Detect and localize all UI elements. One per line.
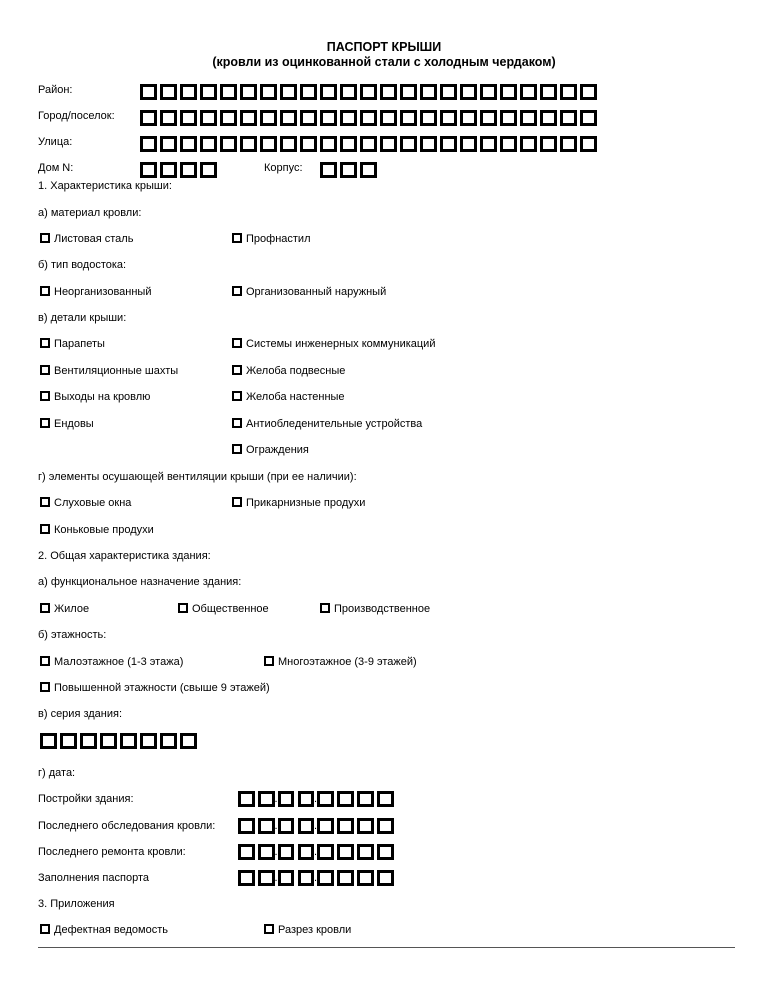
character-cell[interactable] bbox=[100, 733, 117, 749]
district-label: Район: bbox=[38, 84, 73, 96]
character-cell[interactable] bbox=[360, 162, 377, 178]
character-cell[interactable] bbox=[360, 84, 377, 100]
character-cell[interactable] bbox=[160, 84, 177, 100]
page-subtitle: (кровли из оцинкованной стали с холодным чердаком) bbox=[212, 55, 556, 69]
character-cell[interactable] bbox=[260, 84, 277, 100]
checkbox-public[interactable]: Общественное bbox=[178, 603, 269, 615]
house-boxes[interactable] bbox=[140, 162, 217, 178]
city-label: Город/поселок: bbox=[38, 110, 115, 122]
character-cell[interactable] bbox=[540, 84, 557, 100]
checkbox-defect-list[interactable]: Дефектная ведомость bbox=[40, 924, 168, 936]
digit-cell[interactable] bbox=[377, 791, 394, 807]
digit-cell[interactable] bbox=[357, 844, 374, 860]
date-separator: . bbox=[314, 846, 318, 858]
checkbox-unorganized[interactable]: Неорганизованный bbox=[40, 286, 151, 298]
date-built-label: Постройки здания: bbox=[38, 793, 134, 805]
character-cell[interactable] bbox=[180, 733, 197, 749]
day-cells[interactable] bbox=[238, 791, 275, 807]
checkbox-high-rise[interactable]: Повышенной этажности (свыше 9 этажей) bbox=[40, 682, 270, 694]
checkbox-icon bbox=[232, 444, 242, 454]
series-boxes[interactable] bbox=[40, 733, 197, 749]
date-repair-field[interactable] bbox=[238, 844, 394, 860]
digit-cell[interactable] bbox=[298, 870, 318, 886]
year-cells[interactable] bbox=[317, 844, 394, 860]
character-cell[interactable] bbox=[500, 110, 517, 126]
digit-cell[interactable] bbox=[278, 870, 295, 886]
street-boxes[interactable] bbox=[140, 136, 597, 152]
checkbox-residential[interactable]: Жилое bbox=[40, 603, 89, 615]
character-cell[interactable] bbox=[140, 162, 157, 178]
digit-cell[interactable] bbox=[258, 844, 275, 860]
day-cells[interactable] bbox=[238, 818, 275, 834]
city-boxes[interactable] bbox=[140, 110, 597, 126]
section-2-heading: 2. Общая характеристика здания: bbox=[38, 550, 211, 562]
digit-cell[interactable] bbox=[238, 844, 255, 860]
drain-type-label: б) тип водостока: bbox=[38, 259, 127, 271]
character-cell[interactable] bbox=[120, 733, 137, 749]
digit-cell[interactable] bbox=[337, 791, 354, 807]
checkbox-icon bbox=[40, 286, 50, 296]
character-cell[interactable] bbox=[160, 110, 177, 126]
character-cell[interactable] bbox=[160, 733, 177, 749]
character-cell[interactable] bbox=[440, 84, 457, 100]
district-boxes[interactable] bbox=[140, 84, 597, 100]
character-cell[interactable] bbox=[300, 136, 317, 152]
character-cell[interactable] bbox=[440, 110, 457, 126]
date-separator: . bbox=[274, 793, 278, 805]
roof-details-label: в) детали крыши: bbox=[38, 312, 127, 324]
checkbox-icon bbox=[232, 338, 242, 348]
date-inspection-label: Последнего обследования кровли: bbox=[38, 820, 216, 832]
character-cell[interactable] bbox=[180, 162, 197, 178]
checkbox-parapets[interactable]: Парапеты bbox=[40, 338, 105, 350]
checkbox-sheet-steel[interactable]: Листовая сталь bbox=[40, 233, 133, 245]
character-cell[interactable] bbox=[380, 110, 397, 126]
character-cell[interactable] bbox=[280, 110, 297, 126]
building-boxes[interactable] bbox=[320, 162, 377, 178]
checkbox-organized-external[interactable]: Организованный наружный bbox=[232, 286, 386, 298]
bottom-divider bbox=[38, 947, 735, 948]
character-cell[interactable] bbox=[320, 162, 337, 178]
date-label: г) дата: bbox=[38, 767, 76, 779]
checkbox-roof-exits[interactable]: Выходы на кровлю bbox=[40, 391, 150, 403]
character-cell[interactable] bbox=[200, 84, 217, 100]
character-cell[interactable] bbox=[340, 162, 357, 178]
character-cell[interactable] bbox=[560, 136, 577, 152]
character-cell[interactable] bbox=[400, 84, 417, 100]
date-filled-label: Заполнения паспорта bbox=[38, 872, 149, 884]
digit-cell[interactable] bbox=[317, 844, 334, 860]
character-cell[interactable] bbox=[320, 84, 337, 100]
character-cell[interactable] bbox=[400, 110, 417, 126]
character-cell[interactable] bbox=[220, 136, 237, 152]
character-cell[interactable] bbox=[580, 136, 597, 152]
character-cell[interactable] bbox=[200, 110, 217, 126]
checkbox-eave-vents[interactable]: Прикарнизные продухи bbox=[232, 497, 365, 509]
character-cell[interactable] bbox=[540, 136, 557, 152]
checkbox-roof-section[interactable]: Разрез кровли bbox=[264, 924, 351, 936]
character-cell[interactable] bbox=[560, 110, 577, 126]
digit-cell[interactable] bbox=[298, 791, 318, 807]
character-cell[interactable] bbox=[500, 84, 517, 100]
character-cell[interactable] bbox=[240, 84, 257, 100]
checkbox-icon bbox=[40, 924, 50, 934]
section-3-heading: 3. Приложения bbox=[38, 898, 115, 910]
character-cell[interactable] bbox=[580, 84, 597, 100]
digit-cell[interactable] bbox=[377, 844, 394, 860]
date-separator: . bbox=[274, 846, 278, 858]
digit-cell[interactable] bbox=[317, 818, 334, 834]
section-1-heading: 1. Характеристика крыши: bbox=[38, 180, 172, 192]
character-cell[interactable] bbox=[320, 110, 337, 126]
digit-cell[interactable] bbox=[298, 844, 318, 860]
digit-cell[interactable] bbox=[298, 818, 318, 834]
checkbox-industrial[interactable]: Производственное bbox=[320, 603, 430, 615]
character-cell[interactable] bbox=[140, 733, 157, 749]
month-cells[interactable] bbox=[278, 818, 318, 834]
date-separator: . bbox=[274, 872, 278, 884]
building-label: Корпус: bbox=[264, 162, 303, 174]
character-cell[interactable] bbox=[560, 84, 577, 100]
character-cell[interactable] bbox=[220, 110, 237, 126]
checkbox-icon bbox=[232, 233, 242, 243]
digit-cell[interactable] bbox=[238, 818, 255, 834]
character-cell[interactable] bbox=[460, 110, 477, 126]
character-cell[interactable] bbox=[300, 110, 317, 126]
character-cell[interactable] bbox=[520, 84, 537, 100]
checkbox-icon bbox=[232, 497, 242, 507]
date-separator: . bbox=[314, 820, 318, 832]
character-cell[interactable] bbox=[40, 733, 57, 749]
character-cell[interactable] bbox=[360, 136, 377, 152]
character-cell[interactable] bbox=[300, 84, 317, 100]
checkbox-dormer-windows[interactable]: Слуховые окна bbox=[40, 497, 131, 509]
checkbox-low-rise[interactable]: Малоэтажное (1-3 этажа) bbox=[40, 656, 183, 668]
checkbox-wall-gutters[interactable]: Желоба настенные bbox=[232, 391, 345, 403]
character-cell[interactable] bbox=[340, 136, 357, 152]
character-cell[interactable] bbox=[240, 136, 257, 152]
character-cell[interactable] bbox=[540, 110, 557, 126]
character-cell[interactable] bbox=[440, 136, 457, 152]
checkbox-icon bbox=[320, 603, 330, 613]
character-cell[interactable] bbox=[140, 136, 157, 152]
checkbox-anti-icing[interactable]: Антиобледенительные устройства bbox=[232, 418, 422, 430]
character-cell[interactable] bbox=[580, 110, 597, 126]
checkbox-hanging-gutters[interactable]: Желоба подвесные bbox=[232, 365, 345, 377]
day-cells[interactable] bbox=[238, 844, 275, 860]
month-cells[interactable] bbox=[278, 844, 318, 860]
day-cells[interactable] bbox=[238, 870, 275, 886]
character-cell[interactable] bbox=[520, 136, 537, 152]
character-cell[interactable] bbox=[60, 733, 77, 749]
character-cell[interactable] bbox=[420, 110, 437, 126]
digit-cell[interactable] bbox=[278, 818, 295, 834]
checkbox-engineering-systems[interactable]: Системы инженерных коммуникаций bbox=[232, 338, 435, 350]
checkbox-icon bbox=[40, 682, 50, 692]
checkbox-icon bbox=[232, 286, 242, 296]
year-cells[interactable] bbox=[317, 791, 394, 807]
checkbox-icon bbox=[264, 656, 274, 666]
character-cell[interactable] bbox=[380, 136, 397, 152]
digit-cell[interactable] bbox=[377, 870, 394, 886]
digit-cell[interactable] bbox=[337, 844, 354, 860]
digit-cell[interactable] bbox=[357, 818, 374, 834]
date-repair-label: Последнего ремонта кровли: bbox=[38, 846, 186, 858]
checkbox-icon bbox=[40, 656, 50, 666]
checkbox-profnastil[interactable]: Профнастил bbox=[232, 233, 311, 245]
character-cell[interactable] bbox=[80, 733, 97, 749]
character-cell[interactable] bbox=[140, 110, 157, 126]
character-cell[interactable] bbox=[240, 110, 257, 126]
checkbox-icon bbox=[40, 365, 50, 375]
character-cell[interactable] bbox=[180, 110, 197, 126]
series-label: в) серия здания: bbox=[38, 708, 123, 720]
checkbox-icon bbox=[40, 418, 50, 428]
character-cell[interactable] bbox=[460, 136, 477, 152]
character-cell[interactable] bbox=[260, 136, 277, 152]
character-cell[interactable] bbox=[420, 84, 437, 100]
digit-cell[interactable] bbox=[357, 791, 374, 807]
character-cell[interactable] bbox=[380, 84, 397, 100]
date-filled-field[interactable] bbox=[238, 870, 394, 886]
checkbox-icon bbox=[40, 603, 50, 613]
date-separator: . bbox=[314, 793, 318, 805]
date-separator: . bbox=[274, 820, 278, 832]
digit-cell[interactable] bbox=[258, 818, 275, 834]
character-cell[interactable] bbox=[280, 136, 297, 152]
year-cells[interactable] bbox=[317, 818, 394, 834]
digit-cell[interactable] bbox=[377, 818, 394, 834]
digit-cell[interactable] bbox=[357, 870, 374, 886]
character-cell[interactable] bbox=[420, 136, 437, 152]
character-cell[interactable] bbox=[520, 110, 537, 126]
checkbox-multi-storey[interactable]: Многоэтажное (3-9 этажей) bbox=[264, 656, 417, 668]
checkbox-icon bbox=[232, 391, 242, 401]
digit-cell[interactable] bbox=[278, 791, 295, 807]
character-cell[interactable] bbox=[180, 136, 197, 152]
character-cell[interactable] bbox=[220, 84, 237, 100]
character-cell[interactable] bbox=[500, 136, 517, 152]
checkbox-icon bbox=[40, 391, 50, 401]
month-cells[interactable] bbox=[278, 870, 318, 886]
character-cell[interactable] bbox=[480, 110, 497, 126]
character-cell[interactable] bbox=[160, 136, 177, 152]
street-label: Улица: bbox=[38, 136, 73, 148]
character-cell[interactable] bbox=[260, 110, 277, 126]
checkbox-icon bbox=[40, 338, 50, 348]
year-cells[interactable] bbox=[317, 870, 394, 886]
checkbox-ridge-vents[interactable]: Коньковые продухи bbox=[40, 524, 154, 536]
digit-cell[interactable] bbox=[317, 791, 334, 807]
character-cell[interactable] bbox=[460, 84, 477, 100]
digit-cell[interactable] bbox=[238, 791, 255, 807]
checkbox-icon bbox=[232, 418, 242, 428]
checkbox-icon bbox=[232, 365, 242, 375]
character-cell[interactable] bbox=[280, 84, 297, 100]
character-cell[interactable] bbox=[140, 84, 157, 100]
character-cell[interactable] bbox=[340, 110, 357, 126]
floors-label: б) этажность: bbox=[38, 629, 107, 641]
roof-material-label: а) материал кровли: bbox=[38, 207, 142, 219]
digit-cell[interactable] bbox=[258, 791, 275, 807]
checkbox-vent-shafts[interactable]: Вентиляционные шахты bbox=[40, 365, 178, 377]
digit-cell[interactable] bbox=[238, 870, 255, 886]
checkbox-icon bbox=[40, 497, 50, 507]
page-title: ПАСПОРТ КРЫШИ bbox=[326, 40, 442, 54]
digit-cell[interactable] bbox=[258, 870, 275, 886]
date-separator: . bbox=[314, 872, 318, 884]
character-cell[interactable] bbox=[320, 136, 337, 152]
checkbox-icon bbox=[264, 924, 274, 934]
digit-cell[interactable] bbox=[317, 870, 334, 886]
checkbox-icon bbox=[40, 524, 50, 534]
character-cell[interactable] bbox=[360, 110, 377, 126]
function-label: а) функциональное назначение здания: bbox=[38, 576, 242, 588]
checkbox-icon bbox=[178, 603, 188, 613]
character-cell[interactable] bbox=[180, 84, 197, 100]
house-label: Дом N: bbox=[38, 162, 74, 174]
checkbox-valleys[interactable]: Ендовы bbox=[40, 418, 94, 430]
character-cell[interactable] bbox=[400, 136, 417, 152]
digit-cell[interactable] bbox=[337, 818, 354, 834]
character-cell[interactable] bbox=[480, 84, 497, 100]
character-cell[interactable] bbox=[200, 136, 217, 152]
date-built-field[interactable] bbox=[238, 791, 394, 807]
date-inspection-field[interactable] bbox=[238, 818, 394, 834]
checkbox-fencing[interactable]: Ограждения bbox=[232, 444, 309, 456]
checkbox-icon bbox=[40, 233, 50, 243]
character-cell[interactable] bbox=[200, 162, 217, 178]
month-cells[interactable] bbox=[278, 791, 318, 807]
ventilation-label: г) элементы осушающей вентиляции крыши (при ее наличии): bbox=[38, 471, 357, 483]
character-cell[interactable] bbox=[340, 84, 357, 100]
character-cell[interactable] bbox=[160, 162, 177, 178]
character-cell[interactable] bbox=[480, 136, 497, 152]
digit-cell[interactable] bbox=[337, 870, 354, 886]
digit-cell[interactable] bbox=[278, 844, 295, 860]
